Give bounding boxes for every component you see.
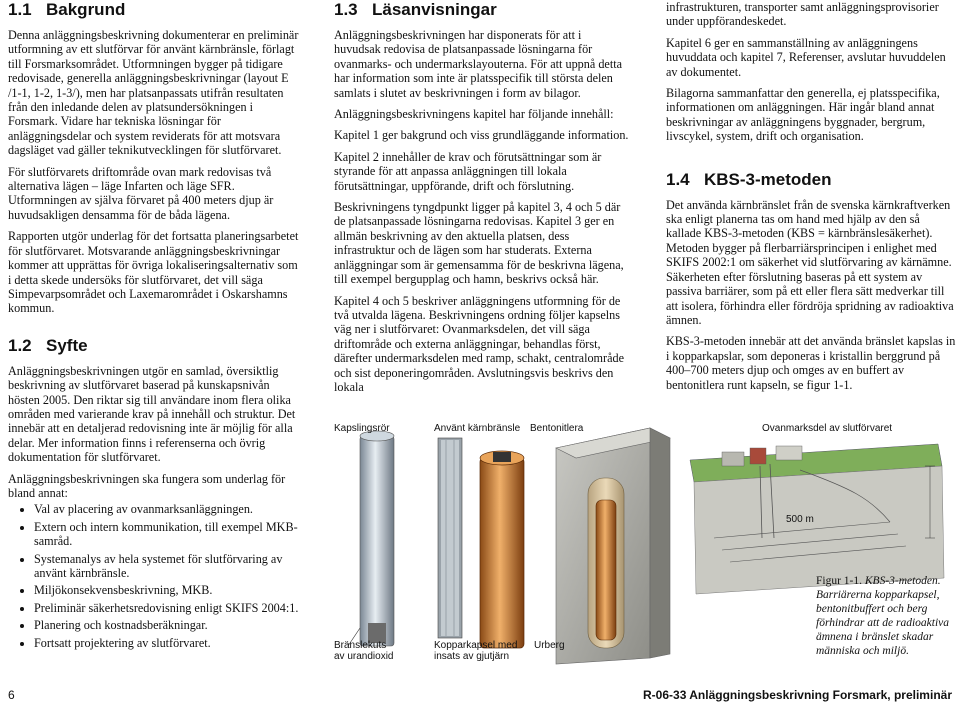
paragraph: Anläggningsbeskrivningens kapitel har följande innehåll: <box>334 107 614 122</box>
label-kapslingsror: Kapslingsrör <box>334 423 390 434</box>
paragraph: Denna anläggningsbeskrivning dokumenterar en preliminär utformning av ett slutförvar för använt kärnbränsle, förlagt till Forsmarksområdet. Utformningen bygger på tidigare redovisade, generella anläggningsbeskrivningar (layout E /1-1, 1-2, 1-3/), men har platsanpassats utifrån resultaten från den inledande delen av platsundersökningen i Forsmark. Vidare har tekniska lösningar för anläggningsdelar och system reviderats för att motsvara dagsläget vad gäller teknikutvecklingen för slutförvaret. <box>8 28 299 158</box>
heading-syfte: 1.2 Syfte <box>8 335 88 355</box>
page-footer <box>0 688 960 706</box>
paragraph: Beskrivningens tyngdpunkt ligger på kapitel 3, 4 och 5 där de platsanpassade lösningarna redovisas. Kapitel 3 ger en allmän beskrivning av den aktuella platsen, dess infrastruktur och de lägen som har studerats. Externa anläggningar som är gemensamma för de beskrivna lägena, till exempel bergupplag och hamn, beskrivs också här. <box>334 200 624 287</box>
cladding-tube <box>348 431 394 646</box>
repository-overview <box>690 444 944 594</box>
paragraph: Kapitel 6 ger en sammanställning av anläggningens huvuddata och kapitel 7, Referenser, avslutar huvuddelen av dokumentet. <box>666 35 946 79</box>
heading-bakgrund: 1.1 Bakgrund <box>8 0 126 19</box>
list-item: • Val av placering av ovanmarksanläggningen. <box>34 502 300 516</box>
paragraph: Bilagorna sammanfattar den generella, ej platsspecifika, informationen om anläggningen. Här ingår bland annat beskrivningar av anläggningens byggnader, bergrum, livscykel, system, drift och organisation. <box>666 86 940 144</box>
paragraph: Anläggningsbeskrivningen ska fungera som underlag för bland annat: <box>8 471 286 500</box>
report-title: R-06-33 Anläggningsbeskrivning Forsmark, preliminär <box>643 688 952 702</box>
bullet-list <box>8 502 300 650</box>
column-middle <box>334 0 630 401</box>
list-item: • Preliminär säkerhetsredovisning enligt SKIFS 2004:1. <box>34 601 300 615</box>
label-ovanmarksdel: Ovanmarksdel av slutförvaret <box>762 423 893 434</box>
paragraph: KBS-3-metoden innebär att det använda bränslet kapslas in i kopparkapslar, som deponeras i kristallin berggrund på 400–700 meters djup och omges av en buffert av bentonitlera runt kapseln, se figur 1-1. <box>666 334 956 392</box>
paragraph: Rapporten utgör underlag för det fortsatta planeringsarbetet för slutförvaret. Motsvarande anläggningsbeskrivningar kommer att upprättas för övriga lokaliseringsalternativ som i detta skede undersöks för slutförvaret, det vill säga Simpevarpsområdet och Laxemarområdet i Oskarshamns kommun. <box>8 229 299 316</box>
list-item: • Planering och kostnadsberäkningar. <box>34 618 300 632</box>
copper-canister <box>480 451 524 648</box>
label-anvant-karnbransle: Använt kärnbränsle <box>434 423 521 434</box>
column-left <box>8 0 300 653</box>
label-kopparkapsel: Kopparkapsel med insats av gjutjärn <box>434 640 518 662</box>
label-urberg: Urberg <box>534 640 565 651</box>
paragraph: Kapitel 1 ger bakgrund och viss grundläggande information. <box>334 128 629 143</box>
bentonite-block <box>556 428 670 664</box>
label-branslekuts: Bränslekuts av urandioxid <box>334 640 394 662</box>
paragraph: infrastrukturen, transporter samt anläggningsprovisorier under uppförandeskedet. <box>666 0 939 29</box>
paragraph: Anläggningsbeskrivningen har disponerats för att i huvudsak redovisa de platsanpassade lösningarna för ovanmarks- och undermarkslayouterna. För att uppnå detta har information som inte är platsspecifik till största delen samlats i slutet av beskrivningen i form av bilagor. <box>334 28 623 100</box>
figure-caption: Figur 1-1. KBS-3-metoden. Barriärerna kopparkapsel, bentonitbuffert och berg förhindrar att de radioaktiva ämnena i bränslet skadar människa och miljö. <box>816 575 949 657</box>
heading-lasanvisningar: 1.3 Läsanvisningar <box>334 0 497 19</box>
paragraph: Kapitel 2 innehåller de krav och förutsättningar som är styrande för att anpassa anläggningen till lokala förutsättningar, uppförande, drift och förslutning. <box>334 149 602 193</box>
fuel-assembly <box>438 438 462 638</box>
paragraph: Det använda kärnbränslet från de svenska kärnkraftverken ska enligt planerna tas om hand med hjälp av den så kallade KBS-3-metoden (KBS = kärnbränslesäkerhet). Metoden bygger på flerbarriärsprincipen i enlighet med SKIFS 2002:1 om säkerhet vid slutförvaring av kärnämne. Säkerheten efter förslutning baseras på ett system av passiva barriärer, som på ett eller flera sätt medverkar till att isolera, förhindra eller fördröja spridning av radioaktiva ämnen. <box>666 197 954 327</box>
list-item: • Miljökonsekvensbeskrivning, MKB. <box>34 583 300 597</box>
list-item: • Fortsatt projektering av slutförvaret. <box>34 636 300 650</box>
page-number: 6 <box>8 688 15 702</box>
heading-kbs3: 1.4 KBS-3-metoden <box>666 169 832 189</box>
column-right <box>666 0 956 399</box>
label-depth: 500 m <box>786 514 814 525</box>
paragraph: Anläggningsbeskrivningen utgör en samlad, översiktlig beskrivning av slutförvaret baserad på kunskapsnivån hösten 2005. Den riktar sig till användare inom flera olika områden med varierande krav på innehåll och struktur. Det innebär att en detaljerad redovisning inte är möjlig för alla delar. Mer information finns i referenserna och övrig dokumentation för slutförvaret. <box>8 363 296 465</box>
paragraph: Kapitel 4 och 5 beskriver anläggningens utformning för de två utvalda lägena. Beskrivningens ordning följer kapselns väg ner i slutförvaret: Ovanmarksdelen, det vill säga driftområde och externa anläggningar, behandlas först, därefter undermarksdelen med ramp, schakt, centralområde och sist deponeringområden. Avslutningsvis beskrivs den lokala <box>334 293 624 394</box>
label-bentonitlera: Bentonitlera <box>530 423 584 434</box>
list-item: • Systemanalys av hela systemet för slutförvaring av använt kärnbränsle. <box>34 552 300 581</box>
list-item: • Extern och intern kommunikation, till exempel MKB-samråd. <box>34 520 300 549</box>
paragraph: För slutförvarets driftområde ovan mark redovisas två alternativa lägen – läge Infarten och läge SFR. Utformningen av själva förvaret på 400 meters djup är huvudsakligen densamma för de båda lägena. <box>8 164 274 222</box>
